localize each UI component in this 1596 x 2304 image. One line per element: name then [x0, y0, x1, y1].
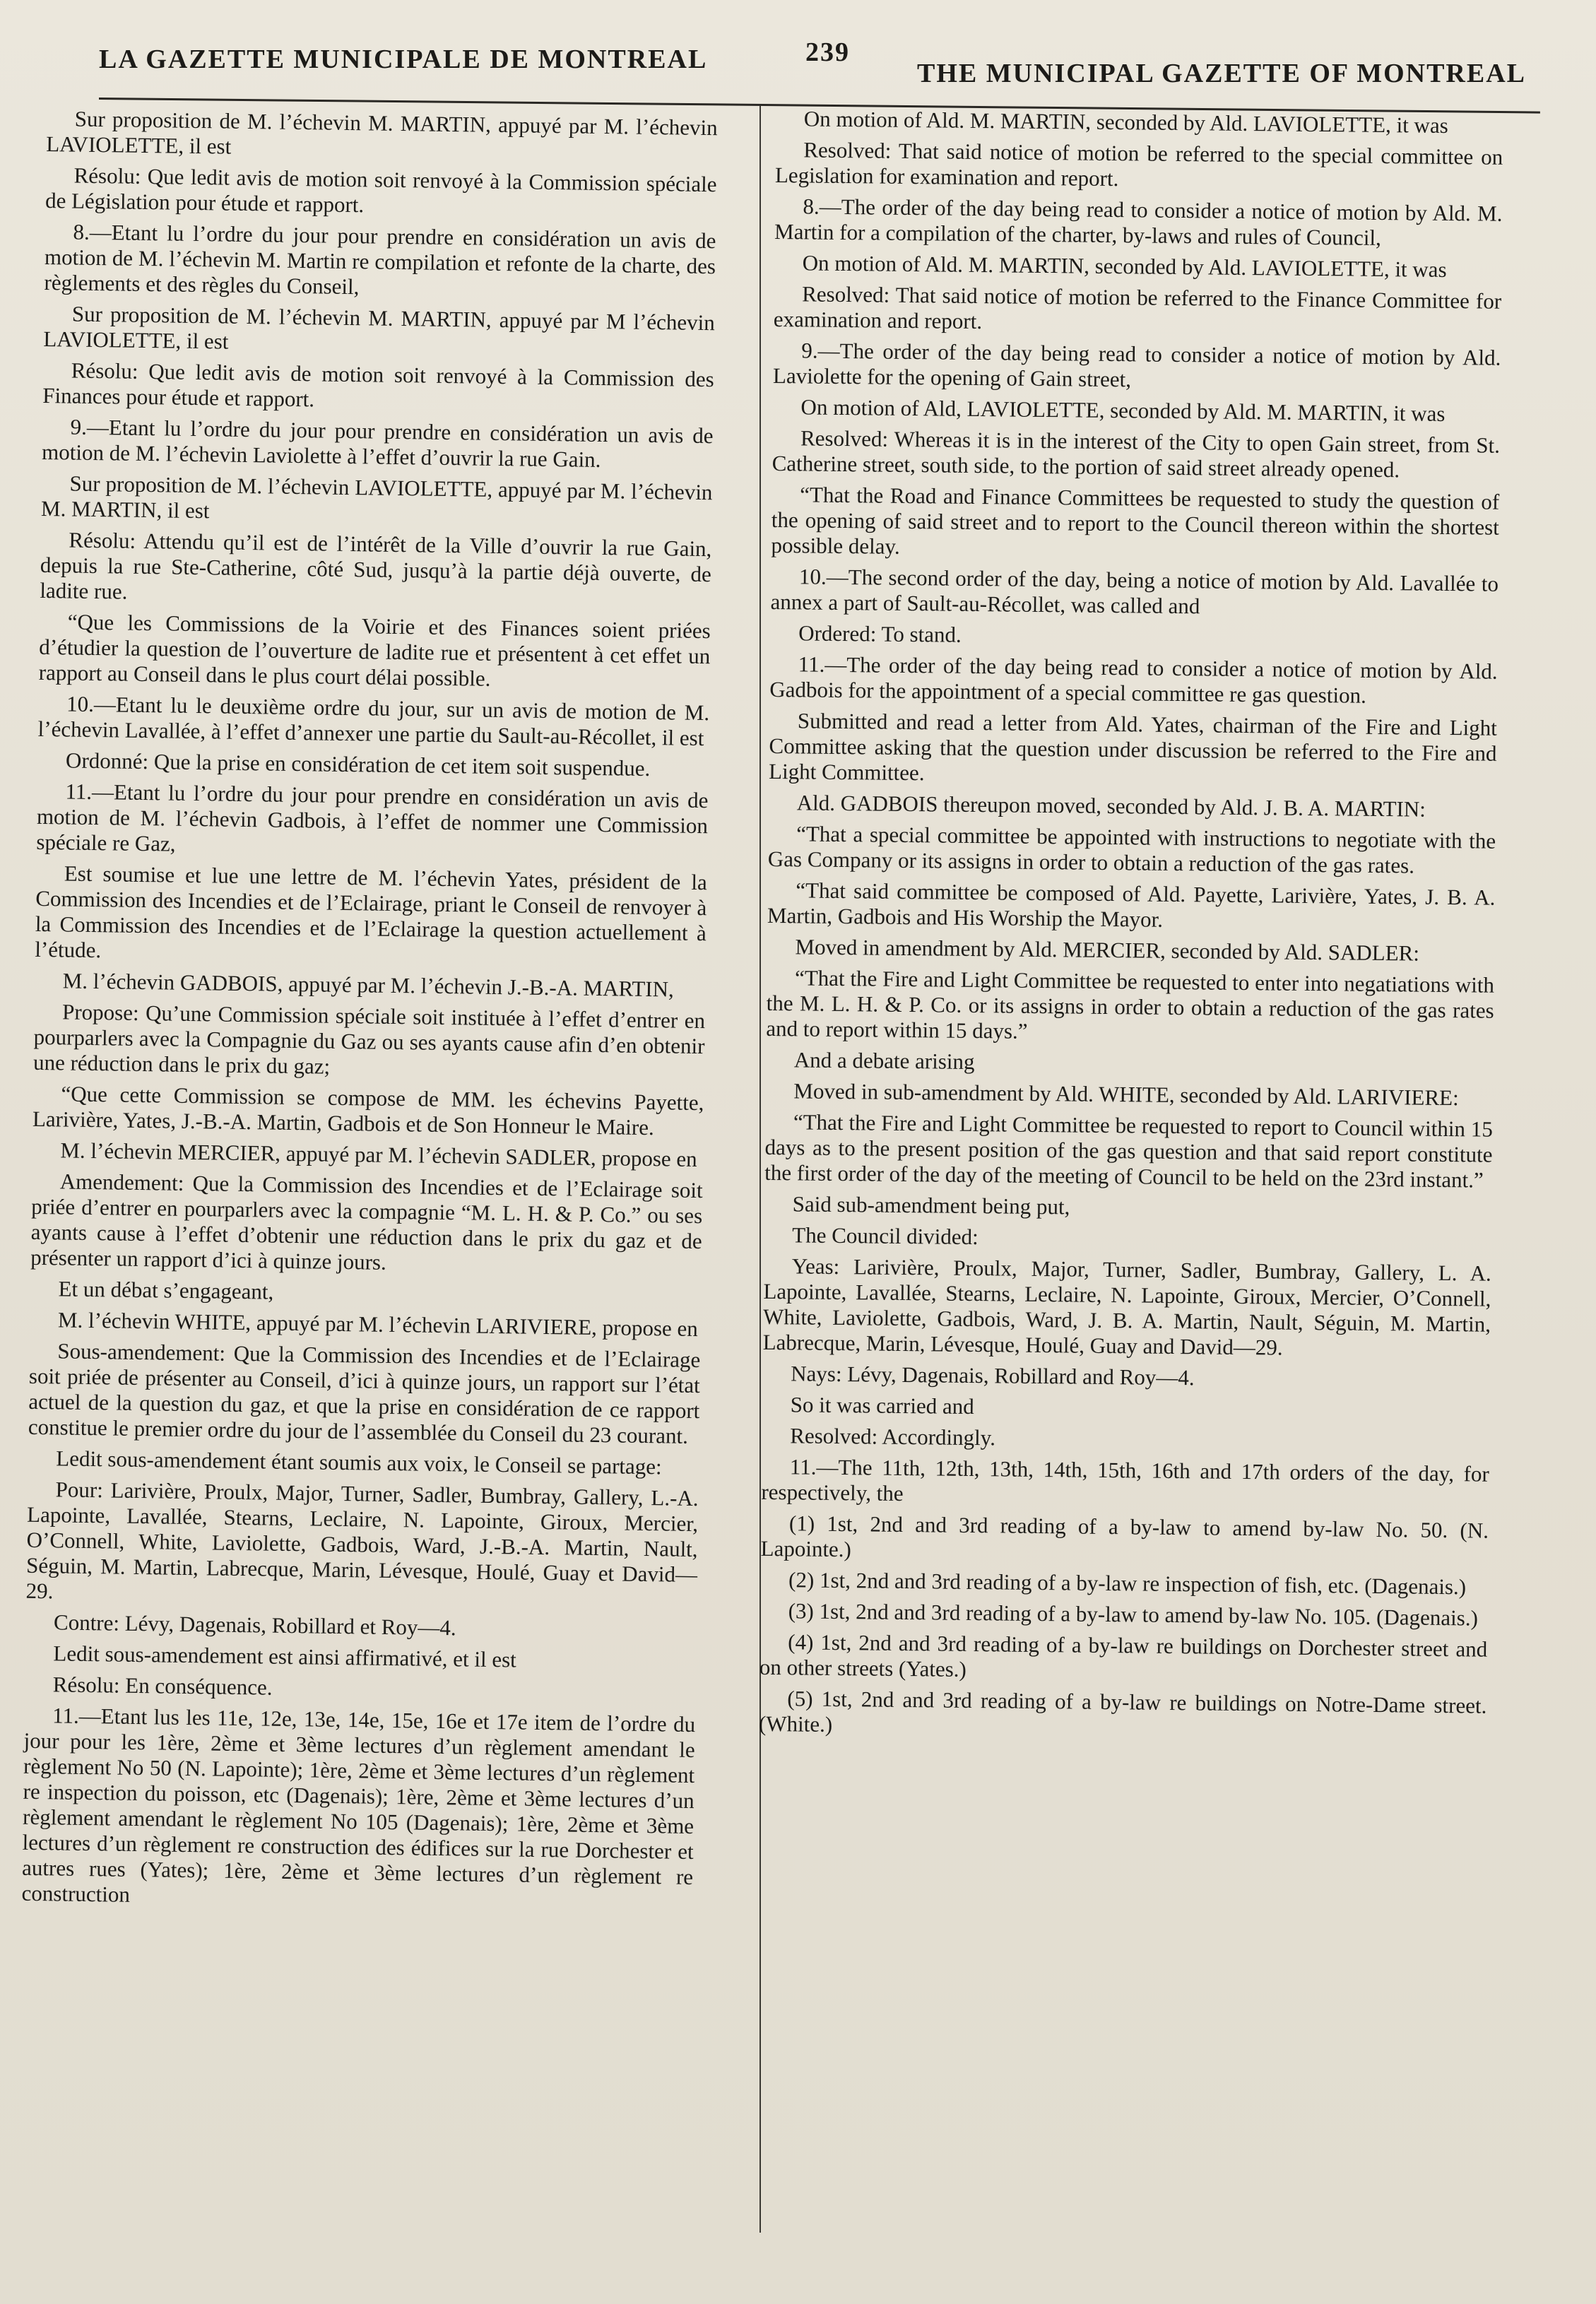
paragraph: So it was carried and — [790, 1392, 974, 1419]
paragraph: 10.—Etant lu le deuxième ordre du jour, sur un avis de motion de M. l’échevin Lavallée, à l’effet d’annexer une partie du Sault-au-Récollet, il est — [37, 691, 710, 751]
paragraph: Contre: Lévy, Dagenais, Robillard et Roy—4. — [53, 1609, 456, 1641]
page-header — [99, 37, 1526, 93]
paragraph: Sous-amendement: Que la Commission des Incendies et de l’Eclairage soit priée de présenter au Conseil, d’ici à quinze jours, un rapport sur l’état actuel de la question du gaz, et que la prise en considération de ce rapport constitue le premier ordre du jour de l’assemblée du Conseil du 23 courant. — [28, 1338, 701, 1448]
paragraph: Résolu: Que ledit avis de motion soit renvoyé à la Commission des Finances pour étude et rapport. — [42, 358, 714, 412]
list-item: (3) 1st, 2nd and 3rd reading of a by-law to amend by-law No. 105. (Dagenais.) — [788, 1598, 1479, 1631]
page-number: 239 — [805, 37, 850, 67]
paragraph: Et un débat s’engageant, — [58, 1276, 274, 1304]
paragraph: On motion of Ald. M. MARTIN, seconded by Ald. LAVIOLETTE, it was — [803, 106, 1448, 138]
english-column — [759, 106, 1503, 1750]
paragraph: 9.—The order of the day being read to consider a notice of motion by Ald. Laviolette for the opening of Gain street, — [772, 338, 1501, 392]
paragraph: 11.—The 11th, 12th, 13th, 14th, 15th, 16th and 17th orders of the day, for respectively, the — [761, 1454, 1489, 1506]
paragraph: Resolved: Whereas it is in the interest of the City to open Gain street, from St. Catherine street, south side, to the portion of said street already opened. — [772, 425, 1501, 483]
paragraph: Pour: Larivière, Proulx, Major, Turner, Sadler, Bumbray, Gallery, L.-A. Lapointe, Lavallée, Stearns, Leclaire, N. Lapointe, Giroux, Mercier, O’Connell, White, Laviolette, Gadbois, Ward, J.-B.-A. Martin, Nault, Séguin, M. Martin, Labrecque, Marin, Lévesque, Houlé, Guay et David—29. — [25, 1477, 699, 1604]
paragraph: M. l’échevin MERCIER, appuyé par M. l’échevin SADLER, propose en — [60, 1138, 697, 1171]
paragraph: Amendement: Que la Commission des Incendies et de l’Eclairage soit priée d’entrer en pourparlers avec la compagnie “M. L. H. & P. Co.” ou ses ayants cause à l’effet d’obtenir une réduction dans le prix du gaz et de présenter un rapport d’ici à quinze jours. — [30, 1169, 703, 1275]
list-item: (1) 1st, 2nd and 3rd reading of a by-law to amend by-law No. 50. (N. Lapointe.) — [760, 1511, 1489, 1562]
paragraph: “That the Fire and Light Committee be requested to enter into negatiations with the M. L. H. & P. Co. or its assigns in order to obtain a reduction of the gas rates and to report within 15 days.” — [766, 965, 1495, 1044]
paragraph: Résolu: Que ledit avis de motion soit renvoyé à la Commission spéciale de Législation pour étude et rapport. — [45, 163, 717, 218]
paragraph: 8.—Etant lu l’ordre du jour pour prendre en considération un avis de motion de M. l’échevin M. Martin re compilation et refonte de la charte, des règlements et des règles du Conseil, — [44, 219, 716, 300]
paragraph: “Que les Commissions de la Voirie et des Finances soient priées d’étudier la question de l’ouverture de ladite rue et présentent à cet effet un rapport au Conseil dans le plus court délai possible. — [38, 609, 711, 691]
paragraph: Sur proposition de M. l’échevin LAVIOLETTE, appuyé par M. l’échevin M. MARTIN, il est — [40, 471, 713, 524]
paragraph: On motion of Ald, LAVIOLETTE, seconded by Ald. M. MARTIN, it was — [800, 394, 1446, 426]
paragraph: Propose: Qu’une Commission spéciale soit instituée à l’effet d’entrer en pourparlers avec la Compagnie du Gaz ou ses ayants cause afin d’en obtenir une réduction dans le prix du gaz; — [32, 999, 706, 1079]
paragraph: “That said committee be composed of Ald. Payette, Larivière, Yates, J. B. A. Martin, Gadbois and His Worship the Mayor. — [767, 878, 1496, 932]
header-french-title: LA GAZETTE MUNICIPALE DE MONTREAL — [99, 45, 708, 74]
paragraph: 10.—The second order of the day, being a notice of motion by Ald. Lavallée to annex a part of Sault-au-Récollet, was called and — [770, 564, 1499, 619]
paragraph: 8.—The order of the day being read to consider a notice of motion by Ald. M. Martin for a compilation of the charter, by-laws and rules of Council, — [774, 194, 1503, 250]
paragraph: On motion of Ald. M. MARTIN, seconded by Ald. LAVIOLETTE, it was — [802, 250, 1447, 282]
paragraph: And a debate arising — [793, 1047, 975, 1075]
paragraph: Submitted and read a letter from Ald. Yates, chairman of the Fire and Light Committee asking that the question under discussion be referred to the Fire and Light Committee. — [768, 708, 1498, 786]
paragraph: M. l’échevin WHITE, appuyé par M. l’échevin LARIVIERE, propose en — [57, 1307, 699, 1342]
list-item: (5) 1st, 2nd and 3rd reading of a by-law re buildings on Notre-Dame street. (White.) — [758, 1686, 1487, 1737]
paragraph: 11.—The order of the day being read to consider a notice of motion by Ald. Gadbois for the appointment of a special committee re gas question. — [769, 651, 1498, 708]
paragraph: The Council divided: — [792, 1222, 979, 1250]
paragraph: Est soumise et lue une lettre de M. l’échevin Yates, président de la Commission des Incendies et de l’Eclairage, priant le Conseil de renvoyer à la Commission des Incendies et de l’Eclairage la question actuellement à l’étude. — [35, 861, 707, 963]
paragraph: Moved in sub-amendment by Ald. WHITE, seconded by Ald. LARIVIERE: — [793, 1078, 1459, 1111]
paragraph: Ledit sous-amendement étant soumis aux voix, le Conseil se partage: — [56, 1446, 662, 1479]
french-column — [21, 106, 718, 1921]
paragraph: Résolu: En conséquence. — [52, 1672, 273, 1700]
paragraph: Resolved: That said notice of motion be referred to the special committee on Legislation for examination and report. — [774, 137, 1503, 191]
paragraph: Said sub-amendment being put, — [792, 1191, 1070, 1219]
list-item: (4) 1st, 2nd and 3rd reading of a by-law re buildings on Dorchester street and on other streets (Yates.) — [759, 1629, 1488, 1682]
column-divider — [759, 106, 761, 2233]
paragraph: Ordered: To stand. — [798, 620, 962, 647]
paragraph: Resolved: Accordingly. — [790, 1423, 996, 1451]
paragraph: Moved in amendment by Ald. MERCIER, seconded by Ald. SADLER: — [795, 934, 1420, 966]
paragraph: M. l’échevin GADBOIS, appuyé par M. l’échevin J.-B.-A. MARTIN, — [62, 968, 674, 1002]
paragraph: Ald. GADBOIS thereupon moved, seconded by Ald. J. B. A. MARTIN: — [796, 790, 1426, 822]
paragraph: Yeas: Larivière, Proulx, Major, Turner, Sadler, Bumbray, Gallery, L. A. Lapointe, Lavallée, Stearns, Leclaire, N. Lapointe, Giroux, Mercier, O’Connell, White, Laviolette, Gadbois, Ward, J. B. A. Martin, Nault, Séguin, M. Martin, Labrecque, Marin, Lévesque, Houlé, Guay and David—29. — [762, 1253, 1491, 1360]
paragraph: 11.—Etant lus les 11e, 12e, 13e, 14e, 15e, 16e et 17e item de l’ordre du jour pour les 1ère, 2ème et 3ème lectures d’un règlement amendant le règlement No 50 (N. Lapointe); 1ère, 2ème et 3ème lectures d’un règlement re inspection du poisson, etc (Dagenais); 1ère, 2ème et 3ème lectures d’un règlement amendant le règlement No 105 (Dagenais); 1ère, 2ème et 3ème lectures d’un règlement re construction des édifices sur la rue Dorchester et autres rues (Yates); 1ère, 2ème et 3ème lectures d’un règlement re construction — [21, 1703, 696, 1907]
paragraph: Sur proposition de M. l’échevin M. MARTIN, appuyé par M l’échevin LAVIOLETTE, il est — [43, 301, 716, 354]
paragraph: “That a special committee be appointed with instructions to negotiate with the Gas Company or its assigns in order to obtain a reduction of the gas rates. — [767, 821, 1496, 878]
paragraph: Résolu: Attendu qu’il est de l’intérêt de la Ville d’ouvrir la rue Gain, depuis la rue Ste-Catherine, côté Sud, jusqu’à la partie déjà ouverte, de ladite rue. — [40, 527, 712, 604]
paragraph: “Que cette Commission se compose de MM. les échevins Payette, Larivière, Yates, J.-B.-A. Martin, Gadbois et de Son Honneur le Maire. — [32, 1081, 704, 1140]
paragraph: Sur proposition de M. l’échevin M. MARTIN, appuyé par M. l’échevin LAVIOLETTE, il est — [46, 106, 718, 159]
paragraph: 9.—Etant lu l’ordre du jour pour prendre en considération un avis de motion de M. l’échevin Laviolette à l’effet d’ouvrir la rue Gain. — [41, 414, 714, 472]
paragraph: Nays: Lévy, Dagenais, Robillard and Roy—4. — [791, 1361, 1195, 1390]
list-item: (2) 1st, 2nd and 3rd reading of a by-law re inspection of fish, etc. (Dagenais.) — [788, 1567, 1467, 1600]
paragraph: “That the Fire and Light Committee be requested to report to Council within 15 days as to the present position of the gas question and that said report constitute the first order of the day of the meeting of Council to be held on the 23rd instant.” — [764, 1109, 1494, 1193]
paragraph: Ordonné: Que la prise en considération de cet item soit suspendue. — [65, 748, 651, 781]
paragraph: 11.—Etant lu l’ordre du jour pour prendre en considération un avis de motion de M. l’échevin Gadbois, à l’effet de nommer une Commission spéciale re Gaz, — [36, 779, 709, 856]
paragraph: Ledit sous-amendement est ainsi affirmativé, et il est — [53, 1641, 517, 1672]
paragraph: Resolved: That said notice of motion be referred to the Finance Committee for examination and report. — [773, 281, 1502, 334]
paragraph: “That the Road and Finance Committees be requested to study the question of the opening of said street and to report to the Council thereon within the shortest possible delay. — [771, 482, 1500, 559]
header-english-title: THE MUNICIPAL GAZETTE OF MONTREAL — [917, 59, 1526, 88]
